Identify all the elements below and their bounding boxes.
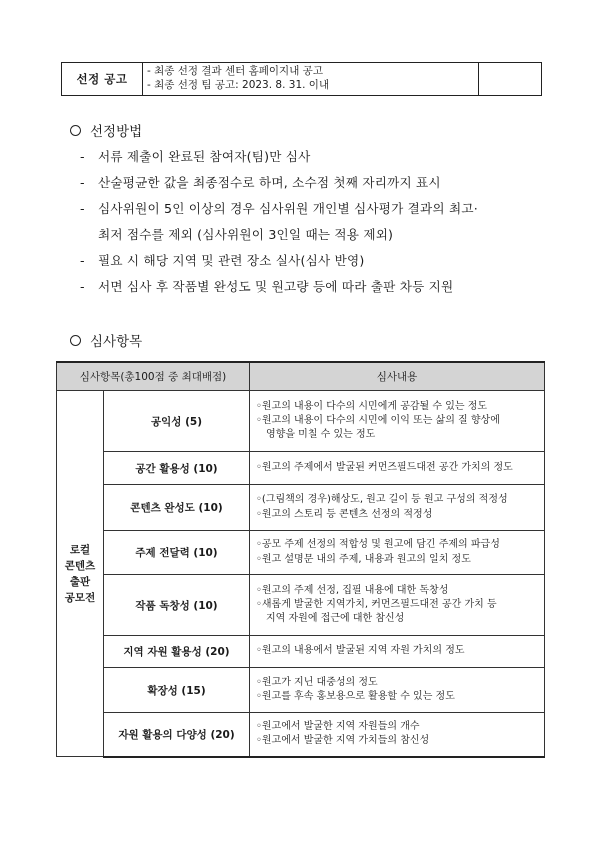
selection-method-text: 산술평균한 값을 최종점수로 하며, 소수점 첫째 자리까지 표시 <box>98 175 441 190</box>
selection-method-list <box>80 144 550 300</box>
group-label-line: 출판 <box>69 575 91 588</box>
group-label-line: 공모전 <box>64 591 96 604</box>
header-content: 심사내용 <box>250 362 545 391</box>
announcement-content <box>143 63 479 95</box>
dash-bullet: - <box>80 149 85 164</box>
criteria-item-description <box>250 391 545 452</box>
selection-method-item <box>80 196 550 248</box>
criteria-item-description <box>250 713 545 757</box>
selection-method-text: 심사위원이 5인 이상의 경우 심사위원 개인별 심사평가 결과의 최고· <box>98 201 478 216</box>
criteria-item-description <box>250 485 545 531</box>
description-line: ◦(그림책의 경우)해상도, 원고 길이 등 원고 구성의 적정성 <box>256 494 508 506</box>
description-line: ◦원고가 지닌 대중성의 정도 <box>256 676 378 688</box>
description-line: ◦원고에서 발굴한 지역 가치들의 참신성 <box>256 735 430 747</box>
criteria-item-description <box>250 452 545 485</box>
description-line: ◦원고에서 발굴한 지역 자원들의 개수 <box>256 721 420 733</box>
criteria-row <box>57 531 545 575</box>
selection-method-heading <box>70 120 142 140</box>
circle-bullet-icon <box>70 125 81 136</box>
selection-method-item <box>80 274 550 300</box>
description-line: ◦원고의 내용에서 발굴된 지역 자원 가치의 정도 <box>256 645 465 657</box>
criteria-item-name: 작품 독창성 (10) <box>104 575 250 636</box>
description-line: ◦원고의 주제에서 발굴된 커먼즈필드대전 공간 가치의 정도 <box>256 461 513 473</box>
selection-method-text-continued: 최저 점수를 제외 (심사위원이 3인일 때는 적용 제외) <box>98 227 394 242</box>
selection-method-text: 서면 심사 후 작품별 완성도 및 원고량 등에 따라 출판 차등 지원 <box>98 279 454 294</box>
announcement-label: 선정 공고 <box>62 63 143 95</box>
header-item: 심사항목(총100점 중 최대배점) <box>57 362 250 391</box>
circle-bullet-icon <box>70 335 81 346</box>
criteria-item-name: 확장성 (15) <box>104 668 250 713</box>
criteria-item-name: 콘텐츠 완성도 (10) <box>104 485 250 531</box>
announcement-empty-cell <box>479 63 541 95</box>
criteria-heading <box>70 330 142 350</box>
announcement-line: - 최종 선정 팀 공고: 2023. 8. 31. 이내 <box>147 79 330 91</box>
selection-method-item <box>80 144 550 170</box>
criteria-item-name: 주제 전달력 (10) <box>104 531 250 575</box>
description-line: ◦새롭게 발굴한 지역가치, 커먼즈필드대전 공간 가치 등 <box>256 598 497 610</box>
criteria-item-name: 공간 활용성 (10) <box>104 452 250 485</box>
criteria-title: 심사항목 <box>90 334 143 350</box>
description-line: ◦원고의 내용이 다수의 시민에 이익 또는 삶의 질 향상에 <box>256 414 500 426</box>
description-line: ◦원고의 스토리 등 콘텐츠 선정의 적정성 <box>256 508 433 520</box>
criteria-item-name: 공익성 (5) <box>104 391 250 452</box>
criteria-row <box>57 485 545 531</box>
criteria-row <box>57 713 545 757</box>
description-line: ◦원고를 후속 홍보용으로 활용할 수 있는 정도 <box>256 691 455 702</box>
description-line: ◦원고의 내용이 다수의 시민에게 공감될 수 있는 정도 <box>256 400 488 412</box>
selection-method-text: 필요 시 해당 지역 및 관련 장소 실사(심사 반영) <box>98 253 365 268</box>
criteria-row <box>57 391 545 452</box>
criteria-header-row <box>57 362 545 391</box>
criteria-row <box>57 668 545 713</box>
announcement-line: - 최종 선정 결과 센터 홈페이지내 공고 <box>147 65 323 77</box>
criteria-item-description <box>250 668 545 713</box>
criteria-table <box>56 361 545 758</box>
dash-bullet: - <box>80 279 85 294</box>
dash-bullet: - <box>80 253 85 268</box>
dash-bullet: - <box>80 175 85 190</box>
description-line: 영향을 미칠 수 있는 정도 <box>266 429 376 441</box>
criteria-row <box>57 636 545 668</box>
selection-method-item <box>80 170 550 196</box>
criteria-row <box>57 452 545 485</box>
criteria-row <box>57 575 545 636</box>
selection-method-text: 서류 제출이 완료된 참여자(팀)만 심사 <box>98 149 311 164</box>
description-line: ◦공모 주제 선정의 적합성 및 원고에 담긴 주제의 파급성 <box>256 539 500 551</box>
criteria-group-label <box>57 391 104 757</box>
criteria-item-description <box>250 636 545 668</box>
criteria-item-description <box>250 575 545 636</box>
dash-bullet: - <box>80 201 85 216</box>
group-label-line: 로컬 <box>69 543 91 556</box>
criteria-item-name: 자원 활용의 다양성 (20) <box>104 713 250 757</box>
announcement-table <box>61 62 542 96</box>
selection-method-title: 선정방법 <box>90 124 143 140</box>
description-line: ◦원고의 주제 선정, 집필 내용에 대한 독창성 <box>256 584 449 596</box>
description-line: ◦원고 설명문 내의 주제, 내용과 원고의 일치 정도 <box>256 553 471 565</box>
description-line: 지역 자원에 접근에 대한 참신성 <box>266 613 405 625</box>
criteria-item-description <box>250 531 545 575</box>
selection-method-item <box>80 248 550 274</box>
criteria-item-name: 지역 자원 활용성 (20) <box>104 636 250 668</box>
group-label-line: 콘텐츠 <box>64 559 96 572</box>
